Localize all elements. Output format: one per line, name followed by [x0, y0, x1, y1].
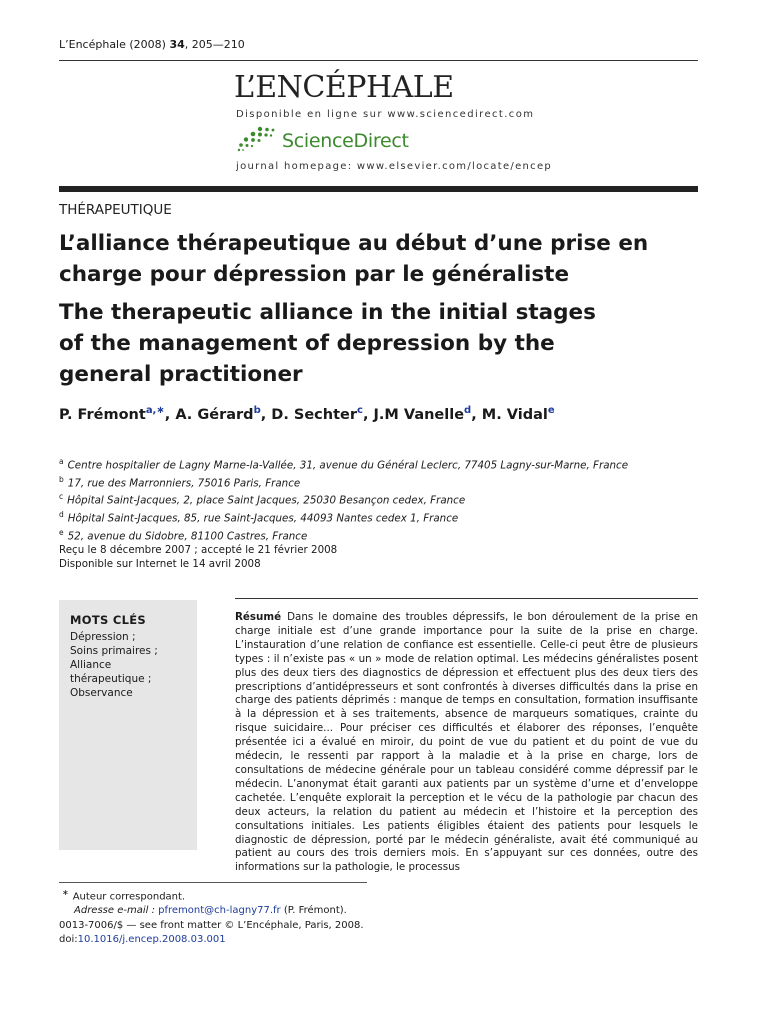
footnote-star: ∗ — [62, 888, 69, 897]
affiliation-mark: a — [59, 457, 64, 466]
author-name: A. Gérard — [175, 406, 254, 423]
author-name: D. Sechter — [271, 406, 358, 423]
affiliation-mark: e — [59, 527, 64, 537]
author-separator: , — [362, 406, 374, 423]
citation-journal: L’Encéphale (2008) — [59, 38, 170, 51]
footnote-rule — [59, 882, 367, 883]
sciencedirect-name: ScienceDirect — [282, 130, 409, 152]
affiliation-list — [59, 455, 628, 544]
author-separator: , — [471, 406, 482, 423]
title-en-line: The therapeutic alliance in the initial stages — [59, 300, 596, 325]
history-dates — [59, 543, 337, 572]
received-accepted-date: Reçu le 8 décembre 2007 ; accepté le 21 février 2008 — [59, 544, 338, 556]
title-french — [59, 228, 699, 290]
author-name: J.M Vanelle — [373, 406, 465, 423]
corresponding-author-footnote — [62, 886, 347, 917]
keyword-item: Observance — [70, 687, 133, 699]
doi-label: doi: — [59, 934, 78, 945]
affiliation-text: Hôpital Saint-Jacques, 85, rue Saint-Jacques, 44093 Nantes cedex 1, France — [67, 512, 459, 525]
title-fr-line: charge pour dépression par le généraliste — [59, 262, 570, 287]
sciencedirect-logo-icon — [236, 126, 280, 152]
title-en-line: general practitioner — [59, 362, 303, 387]
email-owner: (P. Frémont). — [283, 904, 347, 916]
keywords-list — [70, 630, 194, 700]
journal-homepage-text: journal homepage: www.elsevier.com/locate/encep — [236, 161, 553, 172]
author-affiliation-link[interactable]: b — [253, 405, 261, 416]
available-online-text: Disponible en ligne sur www.sciencedirect.com — [236, 109, 535, 120]
title-en-line: of the management of depression by the — [59, 331, 555, 356]
citation-line — [59, 38, 245, 51]
affiliation-text: 52, avenue du Sidobre, 81100 Castres, France — [67, 530, 308, 543]
affiliation-item — [59, 508, 628, 526]
author-affiliation-link[interactable]: d — [464, 405, 472, 416]
abstract-text: Dans le domaine des troubles dépressifs, le bon déroulement de la prise en charge initiale est d’une grande importance pour la suite de la prise en charge. L’instauration d’une relation de confiance est essentielle. Celle-ci peut être de plusieurs types : il n’existe pas « un » mode de relation optimal. Les médecins généralistes posent plus des deux tiers des diagnostics de dépression et effectuent plus des deux tiers des prescriptions d’antidépresseurs et sont confrontés à diverses difficultés dans la prise en charge des patients déprimés : manque de temps en consultation, formation insuffisante à la dépression et à ses traitements, absence de marqueurs somatiques, crainte du risque suicidaire... Pour préciser ces difficultés et élaborer des réponses, l’enquête présentée ici a évalué en miroir, du point de vue du patient et du point de vue du médecin, le ressenti par rapport à la maladie et à la prise en charge, lors de consultations de médecine générale pour un tableau considéré comme dépressif par le médecin. L’anonymat était garanti aux patients par un système d’urne et d’enveloppe cachetée. L’enquête explorait la perception et le vécu de la pathologie par chacun des deux acteurs, la relation du patient au médecin et l’histoire et la perception des consultations initiales. Les patients éligibles étaient des patients pour lesquels le diagnostic de dépression, porté par le médecin généraliste, avait été communiqué au patient au cours des trois derniers mois. En s’appuyant sur ces données, outre des informations sur la pathologie, le processus — [235, 611, 698, 874]
issn-line: 0013-7006/$ — see front matter © L’Encéphale, Paris, 2008. — [59, 920, 364, 931]
affiliation-mark: c — [59, 492, 64, 502]
doi-link[interactable]: 10.1016/j.encep.2008.03.001 — [77, 934, 226, 945]
author-separator: , — [260, 406, 272, 423]
author-affiliation-link[interactable]: c — [357, 405, 363, 416]
footnote-corresponding: Auteur correspondant. — [72, 891, 186, 903]
author-name: P. Frémont — [59, 406, 146, 423]
affiliation-text: 17, rue des Marronniers, 75016 Paris, France — [67, 477, 301, 490]
email-label: Adresse e-mail : — [74, 904, 155, 916]
title-fr-line: L’alliance thérapeutique au début d’une prise en — [59, 231, 649, 256]
affiliation-text: Hôpital Saint-Jacques, 2, place Saint Jacques, 25030 Besançon cedex, France — [67, 494, 466, 507]
email-link[interactable]: pfremont@ch-lagny77.fr — [158, 904, 281, 916]
affiliation-item — [59, 473, 628, 491]
header-rule — [59, 60, 698, 61]
keyword-item: Dépression ; — [70, 631, 136, 643]
keyword-item: Alliance thérapeutique ; — [70, 659, 152, 685]
title-english — [59, 297, 699, 390]
affiliation-item — [59, 490, 628, 508]
abstract-rule — [235, 598, 698, 599]
author-affiliation-link[interactable]: a,∗ — [145, 405, 165, 416]
section-label: THÉRAPEUTIQUE — [59, 202, 172, 218]
author-list — [59, 405, 555, 423]
affiliation-text: Centre hospitalier de Lagny Marne-la-Vallée, 31, avenue du Général Leclerc, 77405 Lagny-sur-Marne, France — [67, 459, 629, 472]
abstract-label: Résumé — [235, 611, 282, 623]
citation-volume: 34 — [169, 38, 185, 51]
legal-block — [59, 919, 364, 947]
header-thick-rule — [59, 186, 698, 192]
author-affiliation-link[interactable]: e — [547, 405, 555, 416]
affiliation-item — [59, 526, 628, 544]
keywords-title: MOTS CLÉS — [70, 613, 146, 627]
available-internet-date: Disponible sur Internet le 14 avril 2008 — [59, 558, 261, 571]
abstract-body — [235, 611, 698, 875]
affiliation-mark: d — [59, 510, 64, 520]
author-name: M. Vidal — [481, 406, 548, 423]
citation-pages: , 205—210 — [184, 38, 245, 51]
affiliation-item — [59, 455, 628, 473]
author-separator: , — [164, 406, 176, 423]
affiliation-mark: b — [59, 474, 64, 484]
journal-logo-title: L’ENCÉPHALE — [234, 70, 454, 105]
keyword-item: Soins primaires ; — [70, 645, 158, 657]
